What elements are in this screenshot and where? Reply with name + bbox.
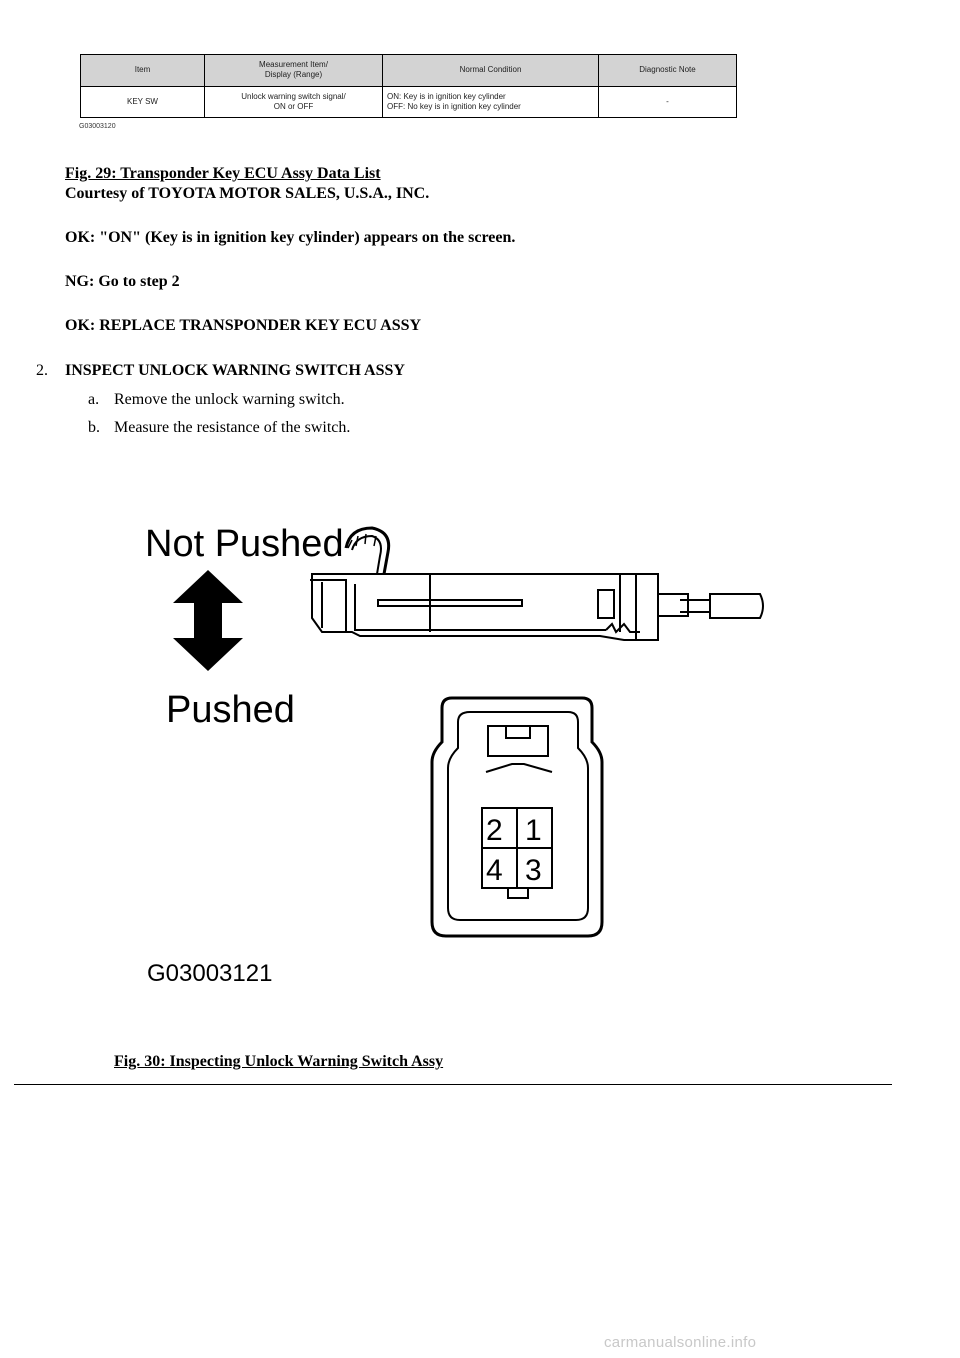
- fig29-caption[interactable]: Fig. 29: Transponder Key ECU Assy Data List: [65, 165, 381, 182]
- data-list-table: [80, 54, 737, 118]
- cell-item: KEY SW: [81, 86, 205, 118]
- cell-measurement: Unlock warning switch signal/ ON or OFF: [205, 86, 383, 118]
- ok-result-text: OK: "ON" (Key is in ignition key cylinder) appears on the screen.: [65, 229, 516, 246]
- diagram-image-code: G03003121: [147, 960, 273, 987]
- step-title: INSPECT UNLOCK WARNING SWITCH ASSY: [65, 362, 405, 379]
- cell-diagnostic-note: -: [599, 86, 737, 118]
- pin-1: 1: [525, 814, 542, 847]
- step-number: 2.: [36, 362, 48, 379]
- table-image-code: G03003120: [79, 123, 116, 130]
- header-measurement: Measurement Item/ Display (Range): [205, 55, 383, 87]
- divider: [14, 1084, 892, 1085]
- substep-letter-b: b.: [88, 419, 100, 436]
- ok-replace-text: OK: REPLACE TRANSPONDER KEY ECU ASSY: [65, 317, 422, 334]
- switch-side-view: [310, 528, 763, 640]
- table-row: [81, 86, 737, 118]
- label-pushed: Pushed: [166, 689, 295, 731]
- switch-diagram: [135, 505, 775, 995]
- pin-4: 4: [486, 854, 503, 887]
- header-item: Item: [81, 55, 205, 87]
- substep-text-b: Measure the resistance of the switch.: [114, 419, 351, 436]
- label-not-pushed: Not Pushed: [145, 523, 344, 565]
- double-arrow-icon: [173, 570, 243, 671]
- fig30-caption[interactable]: Fig. 30: Inspecting Unlock Warning Switch Assy: [114, 1053, 444, 1070]
- pin-2: 2: [486, 814, 503, 847]
- watermark: carmanualsonline.info: [604, 1334, 757, 1351]
- header-diagnostic-note: Diagnostic Note: [599, 55, 737, 87]
- connector-front-view: [432, 698, 602, 936]
- cell-normal-condition: ON: Key is in ignition key cylinder OFF: No key is in ignition key cylinder: [383, 86, 599, 118]
- table-header-row: [81, 55, 737, 87]
- substep-letter-a: a.: [88, 391, 100, 408]
- fig29-courtesy: Courtesy of TOYOTA MOTOR SALES, U.S.A., INC.: [65, 185, 430, 202]
- ng-result-text: NG: Go to step 2: [65, 273, 180, 290]
- substep-text-a: Remove the unlock warning switch.: [114, 391, 345, 408]
- pin-3: 3: [525, 854, 542, 887]
- header-normal-condition: Normal Condition: [383, 55, 599, 87]
